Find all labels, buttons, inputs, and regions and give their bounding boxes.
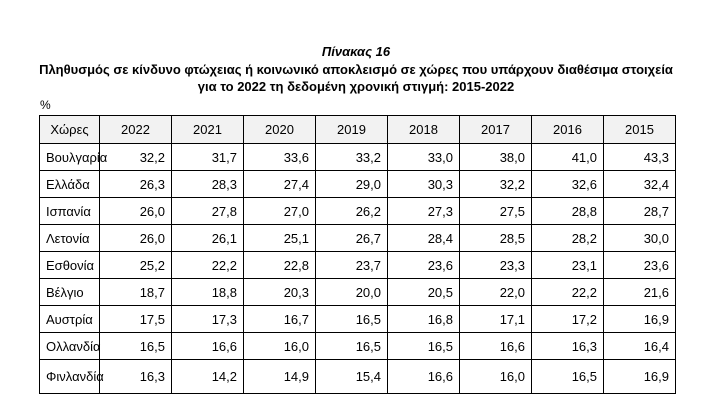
value-cell: 25,1 — [244, 225, 316, 252]
value-cell: 33,2 — [316, 144, 388, 171]
table-row — [40, 306, 676, 333]
value-cell: 16,9 — [604, 306, 676, 333]
value-cell: 33,6 — [244, 144, 316, 171]
value-cell: 38,0 — [460, 144, 532, 171]
value-cell: 28,4 — [388, 225, 460, 252]
table-row — [40, 171, 676, 198]
value-cell: 27,4 — [244, 171, 316, 198]
column-header-country: Χώρες — [40, 116, 100, 144]
table-caption-label: Πίνακας 16 — [321, 44, 391, 59]
table-title-line-1: Πληθυσμός σε κίνδυνο φτώχειας ή κοινωνικό αποκλεισμό σε χώρες που υπάρχουν διαθέσιμα στοιχεία — [39, 62, 673, 77]
value-cell: 27,5 — [460, 198, 532, 225]
column-header-year: 2016 — [532, 116, 604, 144]
country-cell: Ελλάδα — [40, 171, 100, 198]
table-row — [40, 279, 676, 306]
column-header-year: 2022 — [100, 116, 172, 144]
table-row — [40, 144, 676, 171]
country-cell: Βουλγαρία — [40, 144, 100, 171]
header-row — [40, 116, 676, 144]
value-cell: 22,8 — [244, 252, 316, 279]
country-cell: Εσθονία — [40, 252, 100, 279]
value-cell: 16,3 — [532, 333, 604, 360]
value-cell: 16,5 — [388, 333, 460, 360]
table-caption-title — [0, 61, 712, 95]
country-cell: Φινλανδία — [40, 360, 100, 394]
value-cell: 14,2 — [172, 360, 244, 394]
column-header-year: 2017 — [460, 116, 532, 144]
value-cell: 20,3 — [244, 279, 316, 306]
value-cell: 32,2 — [100, 144, 172, 171]
country-cell: Ολλανδία — [40, 333, 100, 360]
value-cell: 31,7 — [172, 144, 244, 171]
value-cell: 23,7 — [316, 252, 388, 279]
country-cell: Λετονία — [40, 225, 100, 252]
value-cell: 32,6 — [532, 171, 604, 198]
table-row — [40, 360, 676, 394]
value-cell: 23,6 — [604, 252, 676, 279]
value-cell: 23,3 — [460, 252, 532, 279]
table-title-line-2: για το 2022 τη δεδομένη χρονική στιγμή: 2015-2022 — [197, 79, 515, 94]
value-cell: 16,9 — [604, 360, 676, 394]
column-header-year: 2015 — [604, 116, 676, 144]
value-cell: 16,0 — [244, 333, 316, 360]
value-cell: 17,5 — [100, 306, 172, 333]
value-cell: 16,8 — [388, 306, 460, 333]
table-row — [40, 198, 676, 225]
value-cell: 16,3 — [100, 360, 172, 394]
value-cell: 27,0 — [244, 198, 316, 225]
table-body — [40, 144, 676, 394]
value-cell: 23,6 — [388, 252, 460, 279]
value-cell: 17,3 — [172, 306, 244, 333]
value-cell: 28,2 — [532, 225, 604, 252]
value-cell: 26,7 — [316, 225, 388, 252]
value-cell: 14,9 — [244, 360, 316, 394]
value-cell: 22,2 — [172, 252, 244, 279]
value-cell: 28,8 — [532, 198, 604, 225]
value-cell: 22,0 — [460, 279, 532, 306]
column-header-year: 2019 — [316, 116, 388, 144]
value-cell: 23,1 — [532, 252, 604, 279]
value-cell: 16,7 — [244, 306, 316, 333]
country-cell: Αυστρία — [40, 306, 100, 333]
value-cell: 18,7 — [100, 279, 172, 306]
value-cell: 18,8 — [172, 279, 244, 306]
value-cell: 30,0 — [604, 225, 676, 252]
unit-label: % — [40, 98, 51, 112]
country-cell: Βέλγιο — [40, 279, 100, 306]
value-cell: 16,0 — [460, 360, 532, 394]
column-header-year: 2018 — [388, 116, 460, 144]
value-cell: 28,5 — [460, 225, 532, 252]
value-cell: 27,8 — [172, 198, 244, 225]
value-cell: 43,3 — [604, 144, 676, 171]
value-cell: 25,2 — [100, 252, 172, 279]
value-cell: 16,6 — [172, 333, 244, 360]
table-row — [40, 252, 676, 279]
value-cell: 28,7 — [604, 198, 676, 225]
value-cell: 32,4 — [604, 171, 676, 198]
value-cell: 16,5 — [316, 306, 388, 333]
value-cell: 30,3 — [388, 171, 460, 198]
value-cell: 16,6 — [460, 333, 532, 360]
country-cell: Ισπανία — [40, 198, 100, 225]
value-cell: 32,2 — [460, 171, 532, 198]
value-cell: 27,3 — [388, 198, 460, 225]
value-cell: 28,3 — [172, 171, 244, 198]
value-cell: 21,6 — [604, 279, 676, 306]
value-cell: 26,3 — [100, 171, 172, 198]
value-cell: 16,5 — [316, 333, 388, 360]
table-row — [40, 225, 676, 252]
value-cell: 41,0 — [532, 144, 604, 171]
table-header — [40, 116, 676, 144]
value-cell: 26,0 — [100, 225, 172, 252]
value-cell: 17,2 — [532, 306, 604, 333]
value-cell: 16,5 — [100, 333, 172, 360]
value-cell: 16,5 — [532, 360, 604, 394]
value-cell: 20,0 — [316, 279, 388, 306]
value-cell: 16,6 — [388, 360, 460, 394]
value-cell: 22,2 — [532, 279, 604, 306]
column-header-year: 2021 — [172, 116, 244, 144]
value-cell: 20,5 — [388, 279, 460, 306]
value-cell: 16,4 — [604, 333, 676, 360]
table-row — [40, 333, 676, 360]
value-cell: 15,4 — [316, 360, 388, 394]
value-cell: 17,1 — [460, 306, 532, 333]
value-cell: 33,0 — [388, 144, 460, 171]
column-header-year: 2020 — [244, 116, 316, 144]
value-cell: 26,0 — [100, 198, 172, 225]
value-cell: 26,1 — [172, 225, 244, 252]
poverty-risk-table — [39, 115, 676, 394]
value-cell: 29,0 — [316, 171, 388, 198]
value-cell: 26,2 — [316, 198, 388, 225]
